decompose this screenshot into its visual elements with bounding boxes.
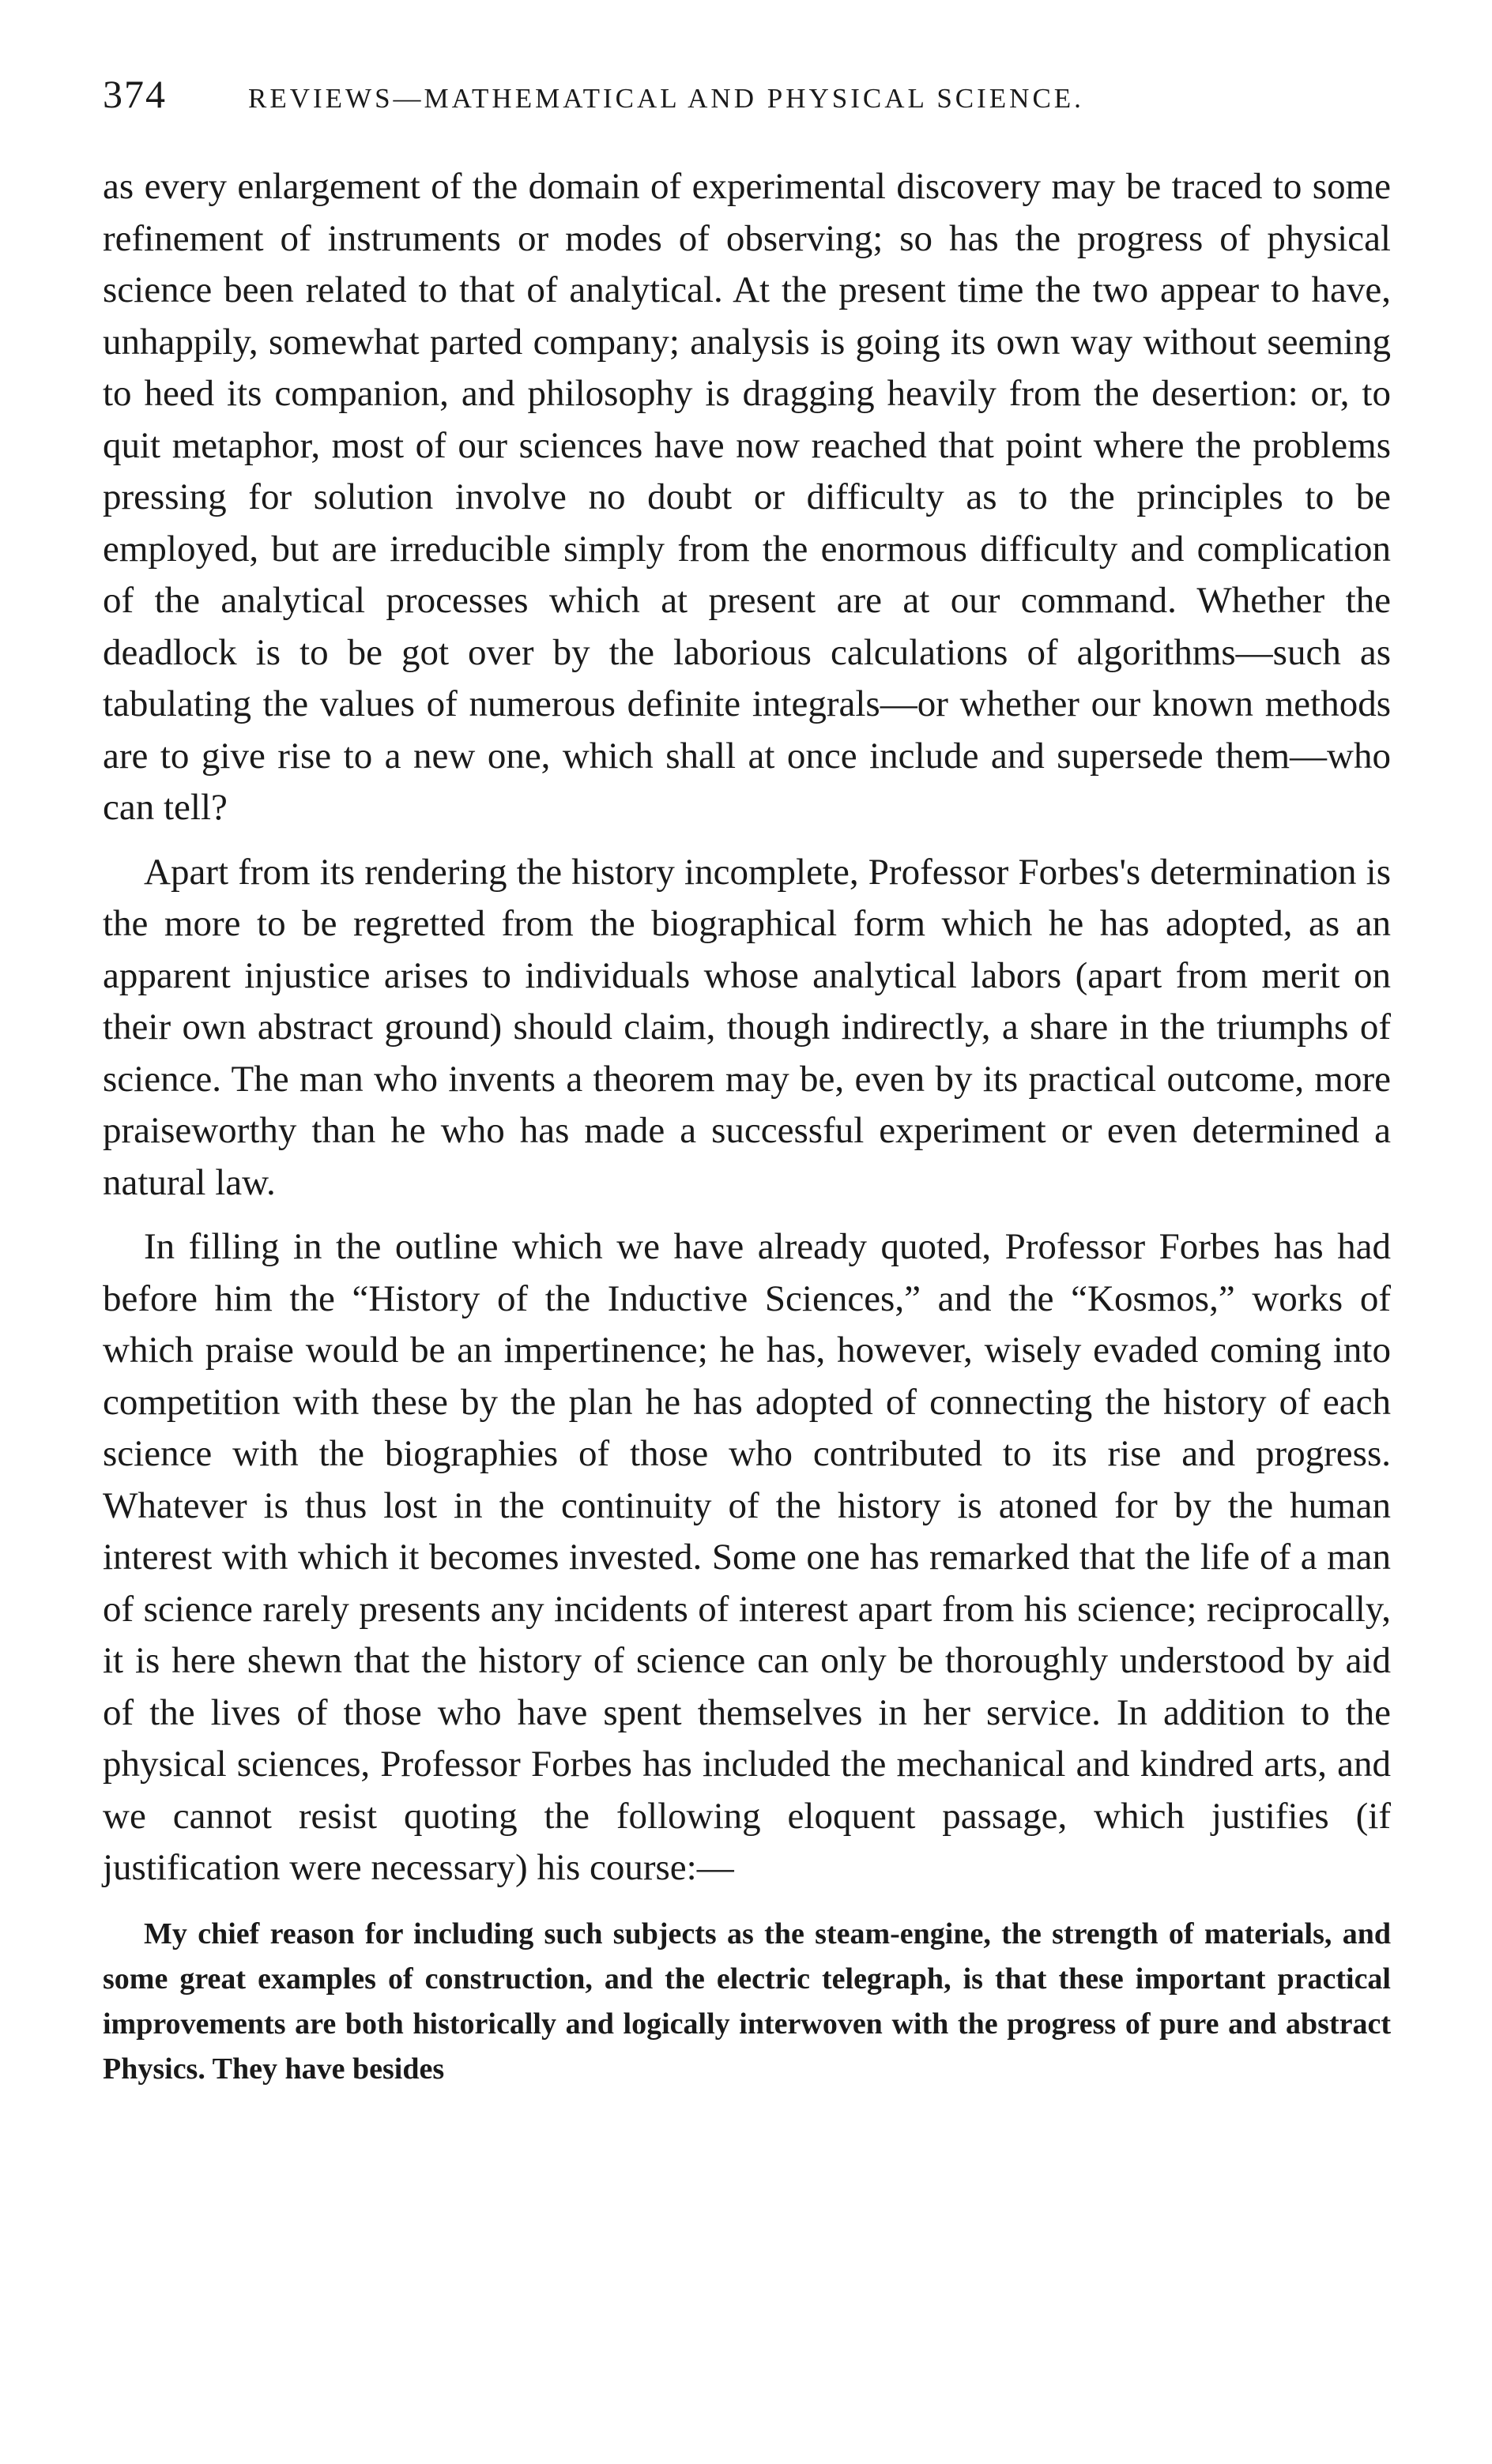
paragraph-forbes-determination: Apart from its rendering the history incomplete, Professor Forbes's determination is the more to be regretted from the biographical form which he has adopted, as an apparent injustice arises to individuals whose analytical labors (apart from merit on their own abstract ground) should claim, though indirectly, a share in the triumphs of science. The man who invents a theorem may be, even by its practical outcome, more praiseworthy than he who has made a successful experiment or even determined a natural law. xyxy=(103,851,1391,1203)
book-page xyxy=(103,71,1391,2092)
running-head xyxy=(103,71,1391,126)
running-title: REVIEWS—MATHEMATICAL AND PHYSICAL SCIENCE. xyxy=(248,83,1084,114)
block-quotation: My chief reason for including such subjects as the steam-engine, the strength of materials, and some great examples of construction, and the electric telegraph, is that these important practical improvements are both historically and logically interwoven with the progress of pure and abstract Physics. They have besides xyxy=(103,1917,1391,2086)
paragraph-continued: as every enlargement of the domain of experimental discovery may be traced to some refinement of instruments or modes of observing; so has the progress of physical science been related to that of analytical. At the present time the two appear to have, unhappily, somewhat parted company; analysis is going its own way without seeming to heed its companion, and philosophy is dragging heavily from the desertion: or, to quit metaphor, most of our sciences have now reached that point where the problems pressing for solution involve no doubt or difficulty as to the principles to be employed, but are irreducible simply from the enormous difficulty and complication of the analytical processes which at present are at our command. Whether the deadlock is to be got over by the laborious calculations of algorithms—such as tabulating the values of numerous definite integrals—or whether our known methods are to give rise to a new one, which shall at once include and supersede them—who can tell? xyxy=(103,166,1391,828)
page-number: 374 xyxy=(103,72,167,116)
paragraph-filling-outline: In filling in the outline which we have already quoted, Professor Forbes has had before him the “History of the Inductive Sciences,” and the “Kosmos,” works of which praise would be an impertinence; he has, however, wisely evaded coming into competition with these by the plan he has adopted of connecting the history of each science with the biographies of those who contributed to its rise and progress. Whatever is thus lost in the continuity of the history is atoned for by the human interest with which it becomes invested. Some one has remarked that the life of a man of science rarely presents any incidents of interest apart from his science; reciprocally, it is here shewn that the history of science can only be thoroughly understood by aid of the lives of those who have spent themselves in her service. In addition to the physical sciences, Professor Forbes has included the mechanical and kindred arts, and we cannot resist quoting the following eloquent passage, which justifies (if justification were necessary) his course:— xyxy=(103,1226,1391,1888)
